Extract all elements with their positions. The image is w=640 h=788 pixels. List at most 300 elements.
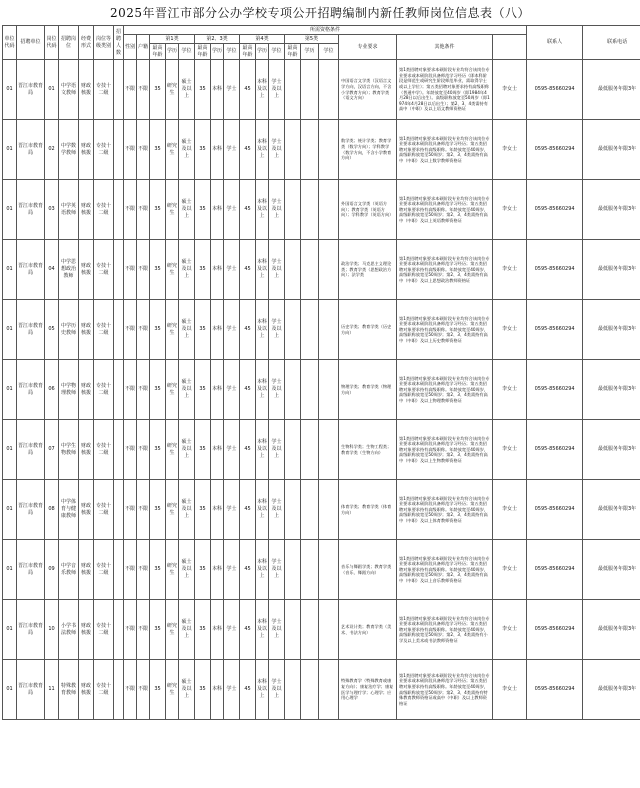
count-cell bbox=[114, 180, 124, 240]
phone-cell: 0595-85660294 bbox=[527, 240, 583, 300]
cat23-edu-cell: 本科 bbox=[211, 180, 224, 240]
cat4-degree-cell: 学士及以上 bbox=[269, 480, 285, 540]
cat5-degree-cell bbox=[319, 600, 339, 660]
unit-cell: 晋江市教育局 bbox=[17, 60, 45, 120]
unit-cell: 晋江市教育局 bbox=[17, 540, 45, 600]
post-code-cell: 06 bbox=[45, 360, 59, 420]
cat5-age-cell bbox=[285, 660, 301, 720]
post-cell: 中学音乐教师 bbox=[59, 540, 79, 600]
hukou-cell: 不限 bbox=[137, 420, 150, 480]
post-code-cell: 05 bbox=[45, 300, 59, 360]
level-cell: 专技十二级 bbox=[94, 600, 114, 660]
header-major: 专业要求 bbox=[339, 35, 397, 60]
unit-cell: 晋江市教育局 bbox=[17, 420, 45, 480]
other-cond-cell: 第1类招聘对象要求本硕阶段专业均符合该岗位专业要求或本硕阶段具备师范学习经历；第五类招聘对象要求持有高级职称。年龄放宽至40周岁，高级职称放宽至50周岁；第2、3、4类需持有高中（中职）及以上数学教师资格证 bbox=[397, 120, 493, 180]
cat4-degree-cell: 学士及以上 bbox=[269, 300, 285, 360]
cat5-degree-cell bbox=[319, 300, 339, 360]
contact-cell: 李女士 bbox=[493, 420, 527, 480]
cat1-age-cell: 35 bbox=[150, 660, 166, 720]
major-cell: 体育学类；教育学类（体育方向） bbox=[339, 480, 397, 540]
unit-code-cell: 01 bbox=[3, 180, 17, 240]
unit-code-cell: 01 bbox=[3, 120, 17, 180]
level-cell: 专技十二级 bbox=[94, 360, 114, 420]
recruitment-table bbox=[2, 25, 640, 720]
header-count: 招聘人数 bbox=[114, 26, 124, 60]
cat23-age-cell: 35 bbox=[195, 540, 211, 600]
table-row bbox=[3, 600, 640, 660]
post-cell: 中学语文教师 bbox=[59, 60, 79, 120]
page-title: 2025年晋江市部分公办学校专项公开招聘编制内新任教师岗位信息表（八） bbox=[109, 6, 531, 20]
cat23-edu-cell: 本科 bbox=[211, 540, 224, 600]
hukou-cell: 不限 bbox=[137, 240, 150, 300]
level-cell: 专技十二级 bbox=[94, 180, 114, 240]
cat23-edu-cell: 本科 bbox=[211, 240, 224, 300]
major-cell: 艺术设计类；教育学类（美术、书法方向） bbox=[339, 600, 397, 660]
header-hukou: 户籍 bbox=[137, 35, 150, 60]
other-cond-cell: 第1类招聘对象要求本硕阶段专业均符合该岗位专业要求或本硕阶段具备师范学习经历；第五类招聘对象要求持有高级职称。年龄放宽至40周岁，高级职称放宽至50周岁；第2、3、4类需持有高中（中职）及以上生物教师资格证 bbox=[397, 420, 493, 480]
cat5-age-cell bbox=[285, 420, 301, 480]
table-row bbox=[3, 300, 640, 360]
cat23-edu-cell: 本科 bbox=[211, 420, 224, 480]
table-row bbox=[3, 180, 640, 240]
cat1-age-cell: 35 bbox=[150, 540, 166, 600]
level-cell: 专技十二级 bbox=[94, 420, 114, 480]
funding-cell: 财政核拨 bbox=[79, 480, 94, 540]
funding-cell: 财政核拨 bbox=[79, 540, 94, 600]
other-cond-cell: 第1类招聘对象要求本硕阶段专业均符合该岗位专业要求或本硕阶段具备师范学习经历（即本科阶段是师范生或研究生阶段师范毕业，需取得学士或以上学位）；第五类招聘对象要求持有高级职称（普通中学）。年龄放宽至40周岁（即1984年4月28日以后出生）。高级职称放宽至50周岁（即1974年4月28日以后出生）；第2、3、4类需持有高中（中职）及以上语文教师资格证 bbox=[397, 60, 493, 120]
cat5-degree-cell bbox=[319, 660, 339, 720]
cat1-edu-cell: 研究生 bbox=[166, 480, 179, 540]
header-funding: 经费形式 bbox=[79, 26, 94, 60]
cat1-degree-cell: 硕士及以上 bbox=[179, 60, 195, 120]
cat5-edu-cell bbox=[301, 180, 319, 240]
note-cell: 最低服务年限3年 bbox=[583, 300, 640, 360]
count-cell bbox=[114, 540, 124, 600]
note-cell: 最低服务年限3年 bbox=[583, 480, 640, 540]
count-cell bbox=[114, 660, 124, 720]
cat4-age-cell: 45 bbox=[240, 600, 256, 660]
phone-cell: 0595-85660294 bbox=[527, 120, 583, 180]
hukou-cell: 不限 bbox=[137, 600, 150, 660]
cat4-age-cell: 45 bbox=[240, 60, 256, 120]
cat23-degree-cell: 学士 bbox=[224, 300, 240, 360]
cat1-degree-cell: 硕士及以上 bbox=[179, 360, 195, 420]
cat4-degree-cell: 学士及以上 bbox=[269, 420, 285, 480]
hukou-cell: 不限 bbox=[137, 180, 150, 240]
cat1-edu-cell: 研究生 bbox=[166, 600, 179, 660]
header-degree: 学位 bbox=[319, 44, 339, 60]
cat4-degree-cell: 学士及以上 bbox=[269, 540, 285, 600]
header-level: 岗位等级类别 bbox=[94, 26, 114, 60]
unit-cell: 晋江市教育局 bbox=[17, 300, 45, 360]
other-cond-cell: 第1类招聘对象要求本硕阶段专业均符合该岗位专业要求或本硕阶段具备师范学习经历；第五类招聘对象要求持有高级职称。年龄放宽至40周岁，高级职称放宽至50周岁；第2、3、4类需持有小学及以上美术或书法教师资格证 bbox=[397, 600, 493, 660]
gender-cell: 不限 bbox=[124, 120, 137, 180]
cat4-edu-cell: 本科及以上 bbox=[256, 660, 269, 720]
count-cell bbox=[114, 60, 124, 120]
level-cell: 专技十二级 bbox=[94, 120, 114, 180]
cat4-age-cell: 45 bbox=[240, 360, 256, 420]
cat4-age-cell: 45 bbox=[240, 240, 256, 300]
table-row bbox=[3, 420, 640, 480]
other-cond-cell: 第1类招聘对象要求本硕阶段专业均符合该岗位专业要求或本硕阶段具备师范学习经历；第五类招聘对象要求持有高级职称。年龄放宽至40周岁，高级职称放宽至50周岁；第2、3、4类需持有高中（中职）及以上音乐教师资格证 bbox=[397, 540, 493, 600]
cat4-edu-cell: 本科及以上 bbox=[256, 180, 269, 240]
header-edu: 学历 bbox=[256, 44, 269, 60]
cat1-age-cell: 35 bbox=[150, 120, 166, 180]
cat23-edu-cell: 本科 bbox=[211, 660, 224, 720]
cat1-edu-cell: 研究生 bbox=[166, 60, 179, 120]
contact-cell: 李女士 bbox=[493, 480, 527, 540]
cat1-age-cell: 35 bbox=[150, 180, 166, 240]
header-age: 最高年龄 bbox=[240, 44, 256, 60]
cat5-edu-cell bbox=[301, 600, 319, 660]
phone-cell: 0595-85660294 bbox=[527, 360, 583, 420]
cat4-age-cell: 45 bbox=[240, 540, 256, 600]
cat4-degree-cell: 学士及以上 bbox=[269, 60, 285, 120]
cat5-age-cell bbox=[285, 180, 301, 240]
contact-cell: 李女士 bbox=[493, 60, 527, 120]
cat23-age-cell: 35 bbox=[195, 480, 211, 540]
table-row bbox=[3, 360, 640, 420]
other-cond-cell: 第1类招聘对象要求本硕阶段专业均符合该岗位专业要求或本硕阶段具备师范学习经历；第五类招聘对象要求持有高级职称。年龄放宽至40周岁，高级职称放宽至50周岁；第2、3、4类需持有特殊教育教师资格证或高中（中职）及以上教师资格证 bbox=[397, 660, 493, 720]
post-cell: 中学体育与健康教师 bbox=[59, 480, 79, 540]
level-cell: 专技十二级 bbox=[94, 240, 114, 300]
cat4-degree-cell: 学士及以上 bbox=[269, 180, 285, 240]
cat1-edu-cell: 研究生 bbox=[166, 180, 179, 240]
funding-cell: 财政核拨 bbox=[79, 240, 94, 300]
cat23-degree-cell: 学士 bbox=[224, 660, 240, 720]
count-cell bbox=[114, 420, 124, 480]
cat1-degree-cell: 硕士及以上 bbox=[179, 120, 195, 180]
level-cell: 专技十二级 bbox=[94, 660, 114, 720]
cat1-age-cell: 35 bbox=[150, 420, 166, 480]
note-cell: 最低服务年限3年 bbox=[583, 120, 640, 180]
header-edu: 学历 bbox=[301, 44, 319, 60]
post-code-cell: 11 bbox=[45, 660, 59, 720]
cat4-edu-cell: 本科及以上 bbox=[256, 120, 269, 180]
gender-cell: 不限 bbox=[124, 300, 137, 360]
post-code-cell: 10 bbox=[45, 600, 59, 660]
cat23-edu-cell: 本科 bbox=[211, 600, 224, 660]
cat4-age-cell: 45 bbox=[240, 480, 256, 540]
phone-cell: 0595-85660294 bbox=[527, 60, 583, 120]
cat1-edu-cell: 研究生 bbox=[166, 420, 179, 480]
post-cell: 中学数学教师 bbox=[59, 120, 79, 180]
header-phone: 联系电话 bbox=[583, 26, 640, 60]
cat1-edu-cell: 研究生 bbox=[166, 240, 179, 300]
cat4-edu-cell: 本科及以上 bbox=[256, 360, 269, 420]
gender-cell: 不限 bbox=[124, 240, 137, 300]
gender-cell: 不限 bbox=[124, 480, 137, 540]
cat23-degree-cell: 学士 bbox=[224, 180, 240, 240]
note-cell: 最低服务年限3年 bbox=[583, 240, 640, 300]
cat23-degree-cell: 学士 bbox=[224, 60, 240, 120]
cat5-age-cell bbox=[285, 600, 301, 660]
count-cell bbox=[114, 300, 124, 360]
note-cell: 最低服务年限3年 bbox=[583, 360, 640, 420]
cat4-age-cell: 45 bbox=[240, 120, 256, 180]
unit-cell: 晋江市教育局 bbox=[17, 180, 45, 240]
cat5-edu-cell bbox=[301, 360, 319, 420]
post-cell: 特殊教育教师 bbox=[59, 660, 79, 720]
unit-code-cell: 01 bbox=[3, 600, 17, 660]
cat23-edu-cell: 本科 bbox=[211, 60, 224, 120]
contact-cell: 李女士 bbox=[493, 180, 527, 240]
funding-cell: 财政核拨 bbox=[79, 120, 94, 180]
cat1-degree-cell: 硕士及以上 bbox=[179, 660, 195, 720]
cat4-edu-cell: 本科及以上 bbox=[256, 60, 269, 120]
cat5-edu-cell bbox=[301, 540, 319, 600]
header-other: 其他条件 bbox=[397, 35, 493, 60]
major-cell: 数学类；统计学类；教育学类（数学方向）；学科教学（数学方向，不含小学教育方向） bbox=[339, 120, 397, 180]
note-cell: 最低服务年限3年 bbox=[583, 180, 640, 240]
cat5-degree-cell bbox=[319, 360, 339, 420]
cat1-edu-cell: 研究生 bbox=[166, 300, 179, 360]
cat1-degree-cell: 硕士及以上 bbox=[179, 420, 195, 480]
header-post-code: 岗位代码 bbox=[45, 26, 59, 60]
count-cell bbox=[114, 360, 124, 420]
note-cell: 最低服务年限3年 bbox=[583, 540, 640, 600]
cat23-degree-cell: 学士 bbox=[224, 480, 240, 540]
hukou-cell: 不限 bbox=[137, 660, 150, 720]
cat5-degree-cell bbox=[319, 60, 339, 120]
count-cell bbox=[114, 240, 124, 300]
post-cell: 小学书法教师 bbox=[59, 600, 79, 660]
cat23-age-cell: 35 bbox=[195, 300, 211, 360]
cat4-edu-cell: 本科及以上 bbox=[256, 240, 269, 300]
post-cell: 中学生物教师 bbox=[59, 420, 79, 480]
post-code-cell: 03 bbox=[45, 180, 59, 240]
major-cell: 外国语言文学类（英语方向）；教育学类（英语方向）；学科教学（英语方向） bbox=[339, 180, 397, 240]
level-cell: 专技十二级 bbox=[94, 540, 114, 600]
unit-cell: 晋江市教育局 bbox=[17, 600, 45, 660]
major-cell: 中国语言文学类（汉语言文学方向，汉语言方向，不含小学教育方向）；教育学类（语文方向） bbox=[339, 60, 397, 120]
hukou-cell: 不限 bbox=[137, 480, 150, 540]
cat23-age-cell: 35 bbox=[195, 240, 211, 300]
cat4-age-cell: 45 bbox=[240, 300, 256, 360]
table-row bbox=[3, 60, 640, 120]
unit-code-cell: 01 bbox=[3, 660, 17, 720]
funding-cell: 财政核拨 bbox=[79, 300, 94, 360]
cat1-age-cell: 35 bbox=[150, 480, 166, 540]
cat5-age-cell bbox=[285, 300, 301, 360]
cat5-edu-cell bbox=[301, 660, 319, 720]
header-cat5: 第5类 bbox=[285, 35, 339, 44]
phone-cell: 0595-85660294 bbox=[527, 300, 583, 360]
header-gender: 性别 bbox=[124, 35, 137, 60]
cat5-edu-cell bbox=[301, 120, 319, 180]
funding-cell: 财政核拨 bbox=[79, 660, 94, 720]
post-code-cell: 02 bbox=[45, 120, 59, 180]
contact-cell: 李女士 bbox=[493, 660, 527, 720]
count-cell bbox=[114, 480, 124, 540]
cat5-degree-cell bbox=[319, 240, 339, 300]
cat23-age-cell: 35 bbox=[195, 600, 211, 660]
header-age: 最高年龄 bbox=[150, 44, 166, 60]
table-row bbox=[3, 120, 640, 180]
unit-cell: 晋江市教育局 bbox=[17, 480, 45, 540]
cat1-degree-cell: 硕士及以上 bbox=[179, 300, 195, 360]
phone-cell: 0595-85660294 bbox=[527, 660, 583, 720]
cat23-degree-cell: 学士 bbox=[224, 120, 240, 180]
cat23-age-cell: 35 bbox=[195, 360, 211, 420]
post-code-cell: 07 bbox=[45, 420, 59, 480]
header-cat1: 第1类 bbox=[150, 35, 195, 44]
cat1-edu-cell: 研究生 bbox=[166, 540, 179, 600]
unit-cell: 晋江市教育局 bbox=[17, 360, 45, 420]
header-degree: 学位 bbox=[269, 44, 285, 60]
cat1-age-cell: 35 bbox=[150, 240, 166, 300]
phone-cell: 0595-85660294 bbox=[527, 600, 583, 660]
cat4-edu-cell: 本科及以上 bbox=[256, 300, 269, 360]
post-cell: 中学历史教师 bbox=[59, 300, 79, 360]
cat4-edu-cell: 本科及以上 bbox=[256, 600, 269, 660]
cat5-age-cell bbox=[285, 540, 301, 600]
header-cat4: 第4类 bbox=[240, 35, 285, 44]
contact-cell: 李女士 bbox=[493, 360, 527, 420]
cat23-age-cell: 35 bbox=[195, 60, 211, 120]
cat23-degree-cell: 学士 bbox=[224, 540, 240, 600]
header-unit-code: 单位代码 bbox=[3, 26, 17, 60]
cat1-degree-cell: 硕士及以上 bbox=[179, 180, 195, 240]
note-cell: 最低服务年限3年 bbox=[583, 60, 640, 120]
cat4-age-cell: 45 bbox=[240, 660, 256, 720]
phone-cell: 0595-85660294 bbox=[527, 420, 583, 480]
cat4-edu-cell: 本科及以上 bbox=[256, 420, 269, 480]
level-cell: 专技十二级 bbox=[94, 480, 114, 540]
header-qualifications: 所需资格条件 bbox=[124, 26, 527, 35]
unit-cell: 晋江市教育局 bbox=[17, 660, 45, 720]
cat5-edu-cell bbox=[301, 300, 319, 360]
cat5-edu-cell bbox=[301, 240, 319, 300]
cat4-degree-cell: 学士及以上 bbox=[269, 660, 285, 720]
unit-code-cell: 01 bbox=[3, 480, 17, 540]
funding-cell: 财政核拨 bbox=[79, 60, 94, 120]
cat23-age-cell: 35 bbox=[195, 180, 211, 240]
gender-cell: 不限 bbox=[124, 60, 137, 120]
cat1-edu-cell: 研究生 bbox=[166, 660, 179, 720]
header-edu: 学历 bbox=[166, 44, 179, 60]
header-post: 招聘岗位 bbox=[59, 26, 79, 60]
cat4-degree-cell: 学士及以上 bbox=[269, 240, 285, 300]
header-age: 最高年龄 bbox=[195, 44, 211, 60]
hukou-cell: 不限 bbox=[137, 120, 150, 180]
table-row bbox=[3, 240, 640, 300]
unit-code-cell: 01 bbox=[3, 240, 17, 300]
post-code-cell: 04 bbox=[45, 240, 59, 300]
cat23-degree-cell: 学士 bbox=[224, 360, 240, 420]
hukou-cell: 不限 bbox=[137, 360, 150, 420]
cat5-degree-cell bbox=[319, 120, 339, 180]
header-degree: 学位 bbox=[179, 44, 195, 60]
header-age: 最高年龄 bbox=[285, 44, 301, 60]
header-edu: 学历 bbox=[211, 44, 224, 60]
count-cell bbox=[114, 600, 124, 660]
gender-cell: 不限 bbox=[124, 360, 137, 420]
cat5-degree-cell bbox=[319, 540, 339, 600]
cat23-degree-cell: 学士 bbox=[224, 600, 240, 660]
contact-cell: 李女士 bbox=[493, 240, 527, 300]
gender-cell: 不限 bbox=[124, 540, 137, 600]
cat5-edu-cell bbox=[301, 480, 319, 540]
hukou-cell: 不限 bbox=[137, 60, 150, 120]
other-cond-cell: 第1类招聘对象要求本硕阶段专业均符合该岗位专业要求或本硕阶段具备师范学习经历；第五类招聘对象要求持有高级职称。年龄放宽至40周岁，高级职称放宽至50周岁；第2、3、4类需持有高中（中职）及以上历史教师资格证 bbox=[397, 300, 493, 360]
cat5-age-cell bbox=[285, 240, 301, 300]
cat5-degree-cell bbox=[319, 180, 339, 240]
cat1-age-cell: 35 bbox=[150, 360, 166, 420]
contact-cell: 李女士 bbox=[493, 600, 527, 660]
header-unit: 招聘单位 bbox=[17, 26, 45, 60]
header-cat23: 第2、3类 bbox=[195, 35, 240, 44]
cat5-age-cell bbox=[285, 360, 301, 420]
cat5-edu-cell bbox=[301, 60, 319, 120]
funding-cell: 财政核拨 bbox=[79, 600, 94, 660]
cat23-degree-cell: 学士 bbox=[224, 420, 240, 480]
other-cond-cell: 第1类招聘对象要求本硕阶段专业均符合该岗位专业要求或本硕阶段具备师范学习经历；第五类招聘对象要求持有高级职称。年龄放宽至40周岁，高级职称放宽至50周岁；第2、3、4类需持有高中（中职）及以上思想政治教师资格证 bbox=[397, 240, 493, 300]
major-cell: 特殊教育学（特殊教育或康复方向）；康复治疗学；康复医学与理疗学；心理学；应用心理学 bbox=[339, 660, 397, 720]
post-cell: 中学物理教师 bbox=[59, 360, 79, 420]
contact-cell: 李女士 bbox=[493, 540, 527, 600]
cat5-age-cell bbox=[285, 480, 301, 540]
funding-cell: 财政核拨 bbox=[79, 360, 94, 420]
table-row bbox=[3, 540, 640, 600]
major-cell: 物理学类；教育学类（物理方向） bbox=[339, 360, 397, 420]
cat1-degree-cell: 硕士及以上 bbox=[179, 540, 195, 600]
cat23-age-cell: 35 bbox=[195, 420, 211, 480]
table-row bbox=[3, 480, 640, 540]
major-cell: 生物科学类；生物工程类；教育学类（生物方向） bbox=[339, 420, 397, 480]
hukou-cell: 不限 bbox=[137, 540, 150, 600]
cat1-edu-cell: 研究生 bbox=[166, 360, 179, 420]
unit-cell: 晋江市教育局 bbox=[17, 240, 45, 300]
cat4-degree-cell: 学士及以上 bbox=[269, 120, 285, 180]
funding-cell: 财政核拨 bbox=[79, 180, 94, 240]
cat4-degree-cell: 学士及以上 bbox=[269, 360, 285, 420]
cat5-age-cell bbox=[285, 120, 301, 180]
post-cell: 中学英语教师 bbox=[59, 180, 79, 240]
unit-code-cell: 01 bbox=[3, 420, 17, 480]
cat5-degree-cell bbox=[319, 420, 339, 480]
phone-cell: 0595-85660294 bbox=[527, 540, 583, 600]
cat23-age-cell: 35 bbox=[195, 660, 211, 720]
other-cond-cell: 第1类招聘对象要求本硕阶段专业均符合该岗位专业要求或本硕阶段具备师范学习经历；第五类招聘对象要求持有高级职称。年龄放宽至40周岁，高级职称放宽至50周岁；第2、3、4类需持有高中（中职）及以上英语教师资格证 bbox=[397, 180, 493, 240]
cat1-age-cell: 35 bbox=[150, 600, 166, 660]
header-degree: 学位 bbox=[224, 44, 240, 60]
unit-code-cell: 01 bbox=[3, 540, 17, 600]
contact-cell: 李女士 bbox=[493, 300, 527, 360]
gender-cell: 不限 bbox=[124, 600, 137, 660]
cat4-edu-cell: 本科及以上 bbox=[256, 540, 269, 600]
post-code-cell: 01 bbox=[45, 60, 59, 120]
note-cell: 最低服务年限3年 bbox=[583, 600, 640, 660]
cat23-degree-cell: 学士 bbox=[224, 240, 240, 300]
cat23-edu-cell: 本科 bbox=[211, 360, 224, 420]
cat1-age-cell: 35 bbox=[150, 60, 166, 120]
gender-cell: 不限 bbox=[124, 420, 137, 480]
cat1-degree-cell: 硕士及以上 bbox=[179, 600, 195, 660]
unit-cell: 晋江市教育局 bbox=[17, 120, 45, 180]
note-cell: 最低服务年限3年 bbox=[583, 660, 640, 720]
major-cell: 政治学类；马克思主义理论类；教育学类（思想政治方向）；法学类 bbox=[339, 240, 397, 300]
phone-cell: 0595-85660294 bbox=[527, 480, 583, 540]
phone-cell: 0595-85660294 bbox=[527, 180, 583, 240]
post-code-cell: 09 bbox=[45, 540, 59, 600]
cat1-edu-cell: 研究生 bbox=[166, 120, 179, 180]
gender-cell: 不限 bbox=[124, 180, 137, 240]
header-contact: 联系人 bbox=[527, 26, 583, 60]
funding-cell: 财政核拨 bbox=[79, 420, 94, 480]
cat23-age-cell: 35 bbox=[195, 120, 211, 180]
other-cond-cell: 第1类招聘对象要求本硕阶段专业均符合该岗位专业要求或本硕阶段具备师范学习经历；第五类招聘对象要求持有高级职称。年龄放宽至40周岁，高级职称放宽至50周岁；第2、3、4类需持有高中（中职）及以上体育教师资格证 bbox=[397, 480, 493, 540]
